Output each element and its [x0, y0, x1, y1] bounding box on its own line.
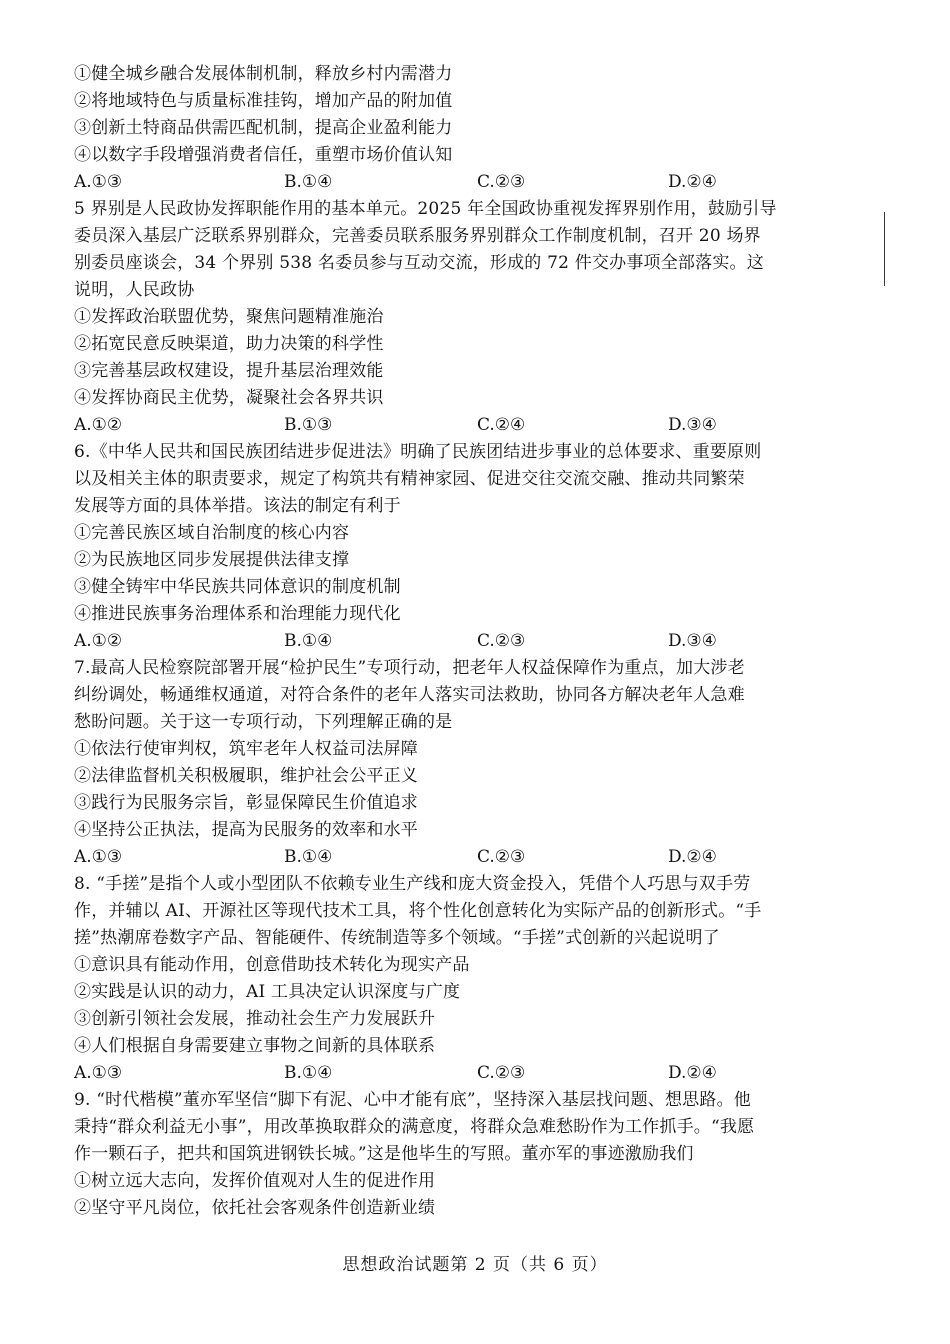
answer-choice: D.②④ [668, 847, 717, 867]
statement-option: ④以数字手段增强消费者信任，重塑市场价值认知 [74, 145, 453, 165]
options-block [74, 61, 842, 196]
question-stem-line: 7.最高人民检察院部署开展“检护民生”专项行动，把老年人权益保障作为重点，加大涉老 [74, 658, 745, 678]
question-stem-line: 搓”热潮席卷数字产品、智能硬件、传统制造等多个领域。“手搓”式创新的兴起说明了 [74, 928, 720, 948]
answer-choice: C.②③ [477, 172, 526, 192]
statement-option: ②法律监督机关积极履职，维护社会公平正义 [74, 766, 418, 786]
answer-choice: C.②③ [477, 631, 526, 651]
answer-choices [74, 169, 842, 196]
answer-choice: B.①④ [284, 847, 333, 867]
statement-option: ③完善基层政权建设，提升基层治理效能 [74, 361, 384, 381]
question-stem-line: 委员深入基层广泛联系界别群众，完善委员联系服务界别群众工作制度机制，召开 20 场界 [74, 226, 761, 246]
statement-option: ①完善民族区域自治制度的核心内容 [74, 523, 350, 543]
question-block [74, 655, 842, 871]
answer-choices [74, 628, 842, 655]
exam-content [74, 61, 842, 1222]
statement-option: ②为民族地区同步发展提供法律支撑 [74, 550, 350, 570]
answer-choice: A.①③ [74, 1063, 123, 1083]
answer-choice: D.③④ [668, 631, 717, 651]
answer-choice: D.②④ [668, 1063, 717, 1083]
answer-choice: A.①③ [74, 172, 123, 192]
statement-option: ①树立远大志向，发挥价值观对人生的促进作用 [74, 1171, 436, 1191]
question-stem-line: 发展等方面的具体举措。该法的制定有利于 [74, 496, 401, 516]
statement-option: ①依法行使审判权，筑牢老年人权益司法屏障 [74, 739, 418, 759]
statement-option: ④坚持公正执法，提高为民服务的效率和水平 [74, 820, 418, 840]
answer-choice: B.①④ [284, 172, 333, 192]
statement-option: ②实践是认识的动力，AI 工具决定认识深度与广度 [74, 982, 461, 1002]
question-stem-line: 作，并辅以 AI、开源社区等现代技术工具，将个性化创意转化为实际产品的创新形式。“手 [74, 901, 762, 921]
answer-choices [74, 844, 842, 871]
margin-mark [884, 212, 885, 286]
answer-choice: C.②③ [477, 847, 526, 867]
statement-option: ③创新引领社会发展，推动社会生产力发展跃升 [74, 1009, 436, 1029]
answer-choices [74, 1060, 842, 1087]
statement-option: ①意识具有能动作用，创意借助技术转化为现实产品 [74, 955, 470, 975]
statement-option: ①健全城乡融合发展体制机制，释放乡村内需潜力 [74, 64, 453, 84]
statement-option: ②将地域特色与质量标准挂钩，增加产品的附加值 [74, 91, 453, 111]
question-stem-line: 6.《中华人民共和国民族团结进步促进法》明确了民族团结进步事业的总体要求、重要原则 [74, 442, 762, 462]
statement-option: ③创新土特商品供需匹配机制，提高企业盈利能力 [74, 118, 453, 138]
question-stem-line: 说明，人民政协 [74, 280, 195, 300]
question-stem-line: 作一颗石子，把共和国筑进钢铁长城。”这是他毕生的写照。董亦军的事迹激励我们 [74, 1144, 694, 1164]
question-stem-line: 愁盼问题。关于这一专项行动，下列理解正确的是 [74, 712, 453, 732]
answer-choice: C.②④ [477, 415, 526, 435]
answer-choice: C.②③ [477, 1063, 526, 1083]
answer-choice: B.①④ [284, 1063, 333, 1083]
answer-choice: A.①② [74, 631, 123, 651]
question-stem-line: 5 界别是人民政协发挥职能作用的基本单元。2025 年全国政协重视发挥界别作用，鼓励引导 [74, 199, 777, 219]
statement-option: ②坚守平凡岗位，依托社会客观条件创造新业绩 [74, 1198, 436, 1218]
answer-choice: B.①③ [284, 415, 333, 435]
answer-choice: A.①② [74, 415, 123, 435]
question-stem-line: 9. “时代楷模”董亦军坚信“脚下有泥、心中才能有底”，坚持深入基层找问题、想思路。他 [74, 1090, 751, 1110]
question-stem-line: 以及相关主体的职责要求，规定了构筑共有精神家园、促进交往交流交融、推动共同繁荣 [74, 469, 745, 489]
statement-option: ②拓宽民意反映渠道，助力决策的科学性 [74, 334, 384, 354]
statement-option: ③践行为民服务宗旨，彰显保障民生价值追求 [74, 793, 418, 813]
question-stem-line: 8. “手搓”是指个人或小型团队不依赖专业生产线和庞大资金投入，凭借个人巧思与双手劳 [74, 874, 751, 894]
question-stem-line: 别委员座谈会，34 个界别 538 名委员参与互动交流，形成的 72 件交办事项全部落实。这 [74, 253, 764, 273]
statement-option: ④人们根据自身需要建立事物之间新的具体联系 [74, 1036, 436, 1056]
answer-choice: B.①④ [284, 631, 333, 651]
page-footer: 思想政治试题第 2 页（共 6 页） [342, 1255, 608, 1275]
statement-option: ④发挥协商民主优势，凝聚社会各界共识 [74, 388, 384, 408]
question-block [74, 871, 842, 1087]
question-block [74, 196, 842, 439]
answer-choice: D.③④ [668, 415, 717, 435]
question-stem-line: 秉持“群众利益无小事”，用改革换取群众的满意度，将群众急难愁盼作为工作抓手。“我愿 [74, 1117, 755, 1137]
question-block [74, 439, 842, 655]
statement-option: ③健全铸牢中华民族共同体意识的制度机制 [74, 577, 401, 597]
statement-option: ①发挥政治联盟优势，聚焦问题精准施治 [74, 307, 384, 327]
answer-choices [74, 412, 842, 439]
answer-choice: D.②④ [668, 172, 717, 192]
question-block [74, 1087, 842, 1222]
answer-choice: A.①③ [74, 847, 123, 867]
question-stem-line: 纠纷调处，畅通维权通道，对符合条件的老年人落实司法救助，协同各方解决老年人急难 [74, 685, 745, 705]
statement-option: ④推进民族事务治理体系和治理能力现代化 [74, 604, 401, 624]
